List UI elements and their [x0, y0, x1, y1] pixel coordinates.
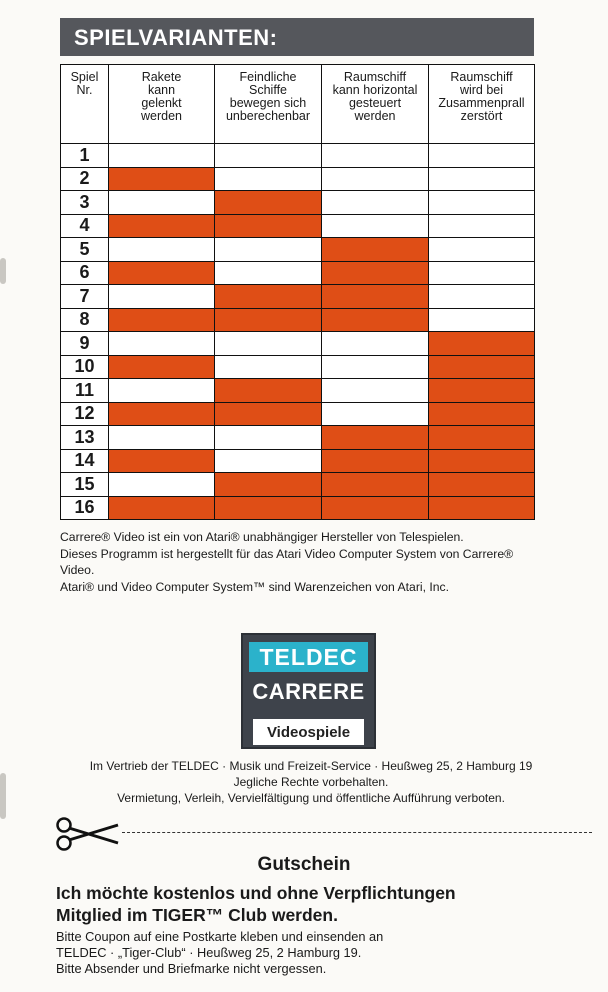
distribution-info	[36, 758, 586, 806]
game-number: 6	[61, 261, 109, 285]
option-cell	[109, 473, 215, 497]
coupon-instructions	[56, 929, 596, 977]
option-cell	[109, 144, 215, 168]
header-text-line: Feindliche	[239, 70, 297, 84]
game-number: 16	[61, 496, 109, 520]
option-cell	[429, 261, 535, 285]
logo-carrere: CARRERE	[252, 679, 365, 704]
option-cell-active	[322, 238, 429, 262]
option-cell	[429, 144, 535, 168]
option-cell-active	[429, 332, 535, 356]
option-cell	[322, 402, 429, 426]
coupon-cut-line	[122, 832, 592, 833]
distribution-line: Im Vertrieb der TELDEC · Musik und Freizeit-Service · Heußweg 25, 2 Hamburg 19	[89, 759, 533, 773]
table-row	[61, 167, 535, 191]
game-number: 7	[61, 285, 109, 309]
option-cell	[322, 379, 429, 403]
header-text-line: werden	[354, 109, 396, 123]
table-row	[61, 402, 535, 426]
option-cell	[109, 332, 215, 356]
option-cell	[322, 144, 429, 168]
table-row	[61, 285, 535, 309]
notice-line: Atari® und Video Computer System™ sind Warenzeichen von Atari, Inc.	[60, 579, 450, 594]
option-cell	[429, 214, 535, 238]
option-cell	[322, 167, 429, 191]
option-cell-active	[429, 496, 535, 520]
coupon-instruction-line: TELDEC · „Tiger-Club“ · Heußweg 25, 2 Hamburg 19.	[56, 945, 362, 960]
column-header-option-3	[322, 65, 429, 144]
game-number: 11	[61, 379, 109, 403]
notice-line: Dieses Programm ist hergestellt für das Atari Video Computer System von Carrere® Video.	[60, 546, 514, 577]
game-number: 4	[61, 214, 109, 238]
logo-teldec: TELDEC	[249, 642, 368, 672]
game-number: 10	[61, 355, 109, 379]
table-row	[61, 191, 535, 215]
option-cell	[215, 167, 322, 191]
game-variants-table	[60, 64, 535, 520]
option-cell-active	[429, 449, 535, 473]
option-cell	[215, 261, 322, 285]
option-cell-active	[322, 261, 429, 285]
option-cell	[429, 308, 535, 332]
table-row	[61, 496, 535, 520]
option-cell-active	[109, 449, 215, 473]
option-cell-active	[429, 402, 535, 426]
option-cell-active	[109, 496, 215, 520]
column-header-option-4	[429, 65, 535, 144]
option-cell-active	[215, 308, 322, 332]
option-cell-active	[215, 496, 322, 520]
game-number: 13	[61, 426, 109, 450]
option-cell-active	[215, 285, 322, 309]
game-number: 8	[61, 308, 109, 332]
page-title: SPIELVARIANTEN:	[74, 25, 278, 50]
header-text-line: kann horizontal	[332, 83, 418, 97]
coupon-instruction-line: Bitte Coupon auf eine Postkarte kleben und einsenden an	[56, 929, 384, 944]
option-cell-active	[429, 473, 535, 497]
table-row	[61, 473, 535, 497]
option-cell	[215, 355, 322, 379]
scissors-icon	[52, 816, 122, 852]
header-text-line: unberechenbar	[225, 109, 311, 123]
game-number: 12	[61, 402, 109, 426]
header-text-line: Raumschiff	[343, 70, 407, 84]
table-row	[61, 379, 535, 403]
header-text-line: Rakete	[141, 70, 182, 84]
header-text-line: wird bei	[459, 83, 504, 97]
header-text-line: Spiel	[70, 70, 99, 84]
table-row	[61, 214, 535, 238]
table-row	[61, 308, 535, 332]
game-number: 9	[61, 332, 109, 356]
header-text-line: zerstört	[460, 109, 503, 123]
option-cell	[109, 285, 215, 309]
coupon-title: Gutschein	[257, 854, 351, 875]
option-cell	[215, 144, 322, 168]
table-header-row	[61, 65, 535, 144]
option-cell-active	[322, 285, 429, 309]
column-header-option-2	[215, 65, 322, 144]
option-cell-active	[215, 379, 322, 403]
option-cell-active	[429, 355, 535, 379]
logo-videospiele: Videospiele	[253, 719, 364, 745]
game-number: 14	[61, 449, 109, 473]
game-number: 3	[61, 191, 109, 215]
binder-ring	[0, 773, 6, 819]
option-cell	[109, 379, 215, 403]
manufacturer-notice	[60, 529, 540, 595]
table-row	[61, 332, 535, 356]
option-cell-active	[109, 214, 215, 238]
option-cell	[429, 191, 535, 215]
game-number: 15	[61, 473, 109, 497]
teldec-carrere-logo	[241, 633, 376, 749]
option-cell-active	[109, 261, 215, 285]
option-cell	[429, 167, 535, 191]
distribution-line: Jegliche Rechte vorbehalten.	[233, 775, 389, 789]
table-row	[61, 238, 535, 262]
title-bar	[60, 18, 534, 56]
header-text-line: werden	[141, 109, 182, 123]
option-cell-active	[322, 308, 429, 332]
option-cell	[322, 214, 429, 238]
table-row	[61, 426, 535, 450]
option-cell	[215, 332, 322, 356]
coupon-headline-line: Ich möchte kostenlos und ohne Verpflichtungen	[56, 883, 456, 903]
header-text-line: kann	[147, 83, 176, 97]
game-number: 2	[61, 167, 109, 191]
option-cell-active	[109, 167, 215, 191]
option-cell-active	[215, 473, 322, 497]
option-cell	[215, 238, 322, 262]
header-text-line: Raumschiff	[450, 70, 513, 84]
option-cell-active	[215, 214, 322, 238]
header-text-line: bewegen sich	[229, 96, 307, 110]
table-row	[61, 261, 535, 285]
coupon-headline	[56, 882, 596, 926]
game-number: 1	[61, 144, 109, 168]
header-text-line: Schiffe	[249, 83, 287, 97]
option-cell	[109, 426, 215, 450]
table-row	[61, 355, 535, 379]
option-cell-active	[429, 426, 535, 450]
option-cell	[215, 426, 322, 450]
option-cell	[429, 285, 535, 309]
option-cell-active	[109, 308, 215, 332]
column-header-option-1	[109, 65, 215, 144]
option-cell	[322, 332, 429, 356]
option-cell-active	[215, 402, 322, 426]
notice-line: Carrere® Video ist ein von Atari® unabhängiger Hersteller von Telespielen.	[60, 530, 464, 544]
option-cell-active	[322, 449, 429, 473]
option-cell-active	[322, 496, 429, 520]
coupon-headline-line: Mitglied im TIGER™ Club werden.	[56, 905, 338, 925]
option-cell	[429, 238, 535, 262]
option-cell-active	[109, 355, 215, 379]
option-cell	[215, 449, 322, 473]
binder-ring	[0, 258, 6, 284]
option-cell	[109, 191, 215, 215]
option-cell-active	[215, 191, 322, 215]
option-cell-active	[109, 402, 215, 426]
header-text-line: Zusammenprall	[438, 96, 525, 110]
table-row	[61, 449, 535, 473]
option-cell-active	[429, 379, 535, 403]
option-cell	[322, 191, 429, 215]
option-cell	[322, 355, 429, 379]
option-cell-active	[322, 473, 429, 497]
column-header-game-number	[61, 65, 109, 144]
header-text-line: gelenkt	[141, 96, 182, 110]
header-text-line: gesteuert	[348, 96, 402, 110]
option-cell	[109, 238, 215, 262]
distribution-line: Vermietung, Verleih, Vervielfältigung und öffentliche Aufführung verboten.	[117, 791, 505, 805]
game-number: 5	[61, 238, 109, 262]
table-row	[61, 144, 535, 168]
option-cell-active	[322, 426, 429, 450]
header-text-line: Nr.	[76, 83, 93, 97]
coupon-instruction-line: Bitte Absender und Briefmarke nicht vergessen.	[56, 961, 327, 976]
